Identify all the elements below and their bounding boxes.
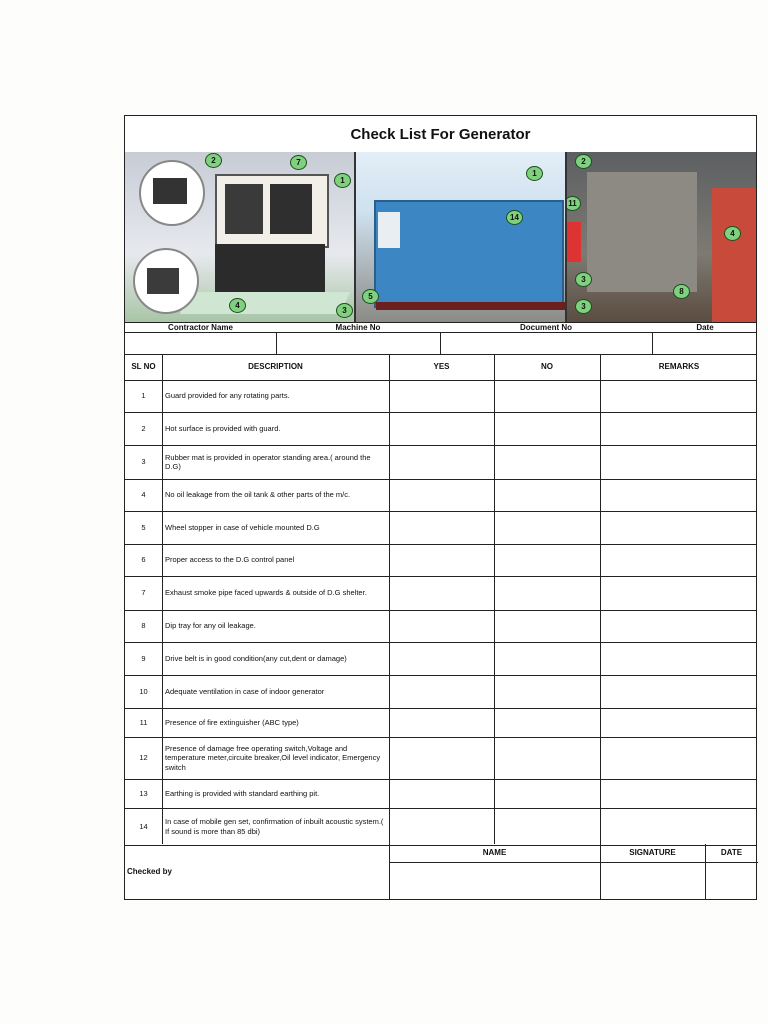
row-yes-cell[interactable] xyxy=(389,445,494,479)
row-description: Earthing is provided with standard earthing pit. xyxy=(165,788,320,798)
row-no-cell[interactable] xyxy=(494,479,600,511)
callout-badge: 1 xyxy=(334,173,351,188)
row-number: 12 xyxy=(139,753,148,763)
row-remarks-cell[interactable] xyxy=(600,610,758,642)
row-number: 9 xyxy=(141,653,146,663)
callout-badge: 3 xyxy=(336,303,353,318)
photo-generator-interior xyxy=(567,152,756,322)
row-number: 13 xyxy=(139,788,148,798)
row-number: 14 xyxy=(139,821,148,831)
row-remarks-cell[interactable] xyxy=(600,576,758,610)
column-header-yes: YES xyxy=(433,362,450,372)
row-number: 11 xyxy=(139,717,148,727)
date-label: Date xyxy=(696,323,714,332)
photo-mobile-generator xyxy=(356,152,567,322)
row-no-cell[interactable] xyxy=(494,445,600,479)
row-no-cell[interactable] xyxy=(494,576,600,610)
row-yes-cell[interactable] xyxy=(389,708,494,737)
callout-badge: 11 xyxy=(567,196,581,211)
row-remarks-cell[interactable] xyxy=(600,708,758,737)
row-description: Presence of fire extinguisher (ABC type) xyxy=(165,717,299,727)
row-description: Drive belt is in good condition(any cut,dent or damage) xyxy=(165,653,347,663)
callout-badge: 14 xyxy=(506,210,523,225)
row-description: Dip tray for any oil leakage. xyxy=(165,621,256,631)
row-number: 1 xyxy=(141,391,146,401)
row-number: 10 xyxy=(139,686,148,696)
row-yes-cell[interactable] xyxy=(389,479,494,511)
row-description: Rubber mat is provided in operator standing area.( around the D.G) xyxy=(165,452,371,471)
contractor-name-label: Contractor Name xyxy=(168,323,233,332)
row-yes-cell[interactable] xyxy=(389,610,494,642)
generator-photos xyxy=(125,152,756,323)
row-remarks-cell[interactable] xyxy=(600,511,758,544)
footer-date-header: DATE xyxy=(720,848,743,858)
row-yes-cell[interactable] xyxy=(389,779,494,808)
row-number: 6 xyxy=(141,555,146,565)
callout-badge: 3 xyxy=(575,299,592,314)
callout-badge: 1 xyxy=(526,166,543,181)
row-remarks-cell[interactable] xyxy=(600,675,758,708)
row-yes-cell[interactable] xyxy=(389,642,494,675)
row-no-cell[interactable] xyxy=(494,642,600,675)
callout-badge: 2 xyxy=(205,153,222,168)
row-number: 8 xyxy=(141,621,146,631)
row-no-cell[interactable] xyxy=(494,380,600,412)
photo-generator-diagram xyxy=(125,152,356,322)
callout-badge: 4 xyxy=(229,298,246,313)
row-remarks-cell[interactable] xyxy=(600,380,758,412)
row-description: Adequate ventilation in case of indoor generator xyxy=(165,686,325,696)
row-no-cell[interactable] xyxy=(494,737,600,779)
row-no-cell[interactable] xyxy=(494,511,600,544)
row-description: Proper access to the D.G control panel xyxy=(165,555,295,565)
footer-name-header: NAME xyxy=(482,848,507,858)
row-description: Guard provided for any rotating parts. xyxy=(165,391,290,401)
row-description: In case of mobile gen set, confirmation of inbuilt acoustic system.( If sound is more than 85 dbi) xyxy=(165,817,384,836)
row-no-cell[interactable] xyxy=(494,708,600,737)
row-remarks-cell[interactable] xyxy=(600,779,758,808)
row-remarks-cell[interactable] xyxy=(600,808,758,845)
column-header-description: DESCRIPTION xyxy=(248,362,303,372)
callout-badge: 4 xyxy=(724,226,741,241)
machine-no-label: Machine No xyxy=(335,323,381,332)
row-description: Wheel stopper in case of vehicle mounted D.G xyxy=(165,522,320,532)
row-number: 5 xyxy=(141,522,146,532)
row-yes-cell[interactable] xyxy=(389,808,494,845)
row-no-cell[interactable] xyxy=(494,544,600,576)
row-yes-cell[interactable] xyxy=(389,737,494,779)
row-description: Exhaust smoke pipe faced upwards & outside of D.G shelter. xyxy=(165,588,367,598)
row-number: 7 xyxy=(141,588,146,598)
row-yes-cell[interactable] xyxy=(389,576,494,610)
row-yes-cell[interactable] xyxy=(389,544,494,576)
row-no-cell[interactable] xyxy=(494,675,600,708)
row-remarks-cell[interactable] xyxy=(600,445,758,479)
row-remarks-cell[interactable] xyxy=(600,412,758,445)
checked-by-label: Checked by xyxy=(127,867,172,877)
row-description: Hot surface is provided with guard. xyxy=(165,423,281,433)
row-number: 3 xyxy=(141,457,146,467)
row-remarks-cell[interactable] xyxy=(600,737,758,779)
row-description: Presence of damage free operating switch,Voltage and temperature meter,circuite breaker,Oil level indicator, Emergency switch xyxy=(165,743,381,772)
row-yes-cell[interactable] xyxy=(389,511,494,544)
footer-signature-header: SIGNATURE xyxy=(629,848,676,858)
row-number: 2 xyxy=(141,423,146,433)
row-no-cell[interactable] xyxy=(494,779,600,808)
callout-badge: 5 xyxy=(362,289,379,304)
callout-badge: 2 xyxy=(575,154,592,169)
row-no-cell[interactable] xyxy=(494,610,600,642)
row-yes-cell[interactable] xyxy=(389,412,494,445)
callout-badge: 8 xyxy=(673,284,690,299)
row-number: 4 xyxy=(141,490,146,500)
row-remarks-cell[interactable] xyxy=(600,544,758,576)
callout-badge: 7 xyxy=(290,155,307,170)
document-no-label: Document No xyxy=(520,323,572,332)
column-header-no: NO xyxy=(541,362,553,372)
page-title: Check List For Generator xyxy=(125,116,756,153)
row-remarks-cell[interactable] xyxy=(600,479,758,511)
callout-badge: 3 xyxy=(575,272,592,287)
row-yes-cell[interactable] xyxy=(389,380,494,412)
row-description: No oil leakage from the oil tank & other parts of the m/c. xyxy=(165,490,351,500)
checklist-sheet xyxy=(124,115,757,900)
column-header-sl-no: SL NO xyxy=(131,362,156,372)
row-no-cell[interactable] xyxy=(494,412,600,445)
row-no-cell[interactable] xyxy=(494,808,600,845)
row-yes-cell[interactable] xyxy=(389,675,494,708)
row-remarks-cell[interactable] xyxy=(600,642,758,675)
document-header xyxy=(125,322,756,354)
column-header-remarks: REMARKS xyxy=(658,362,700,372)
